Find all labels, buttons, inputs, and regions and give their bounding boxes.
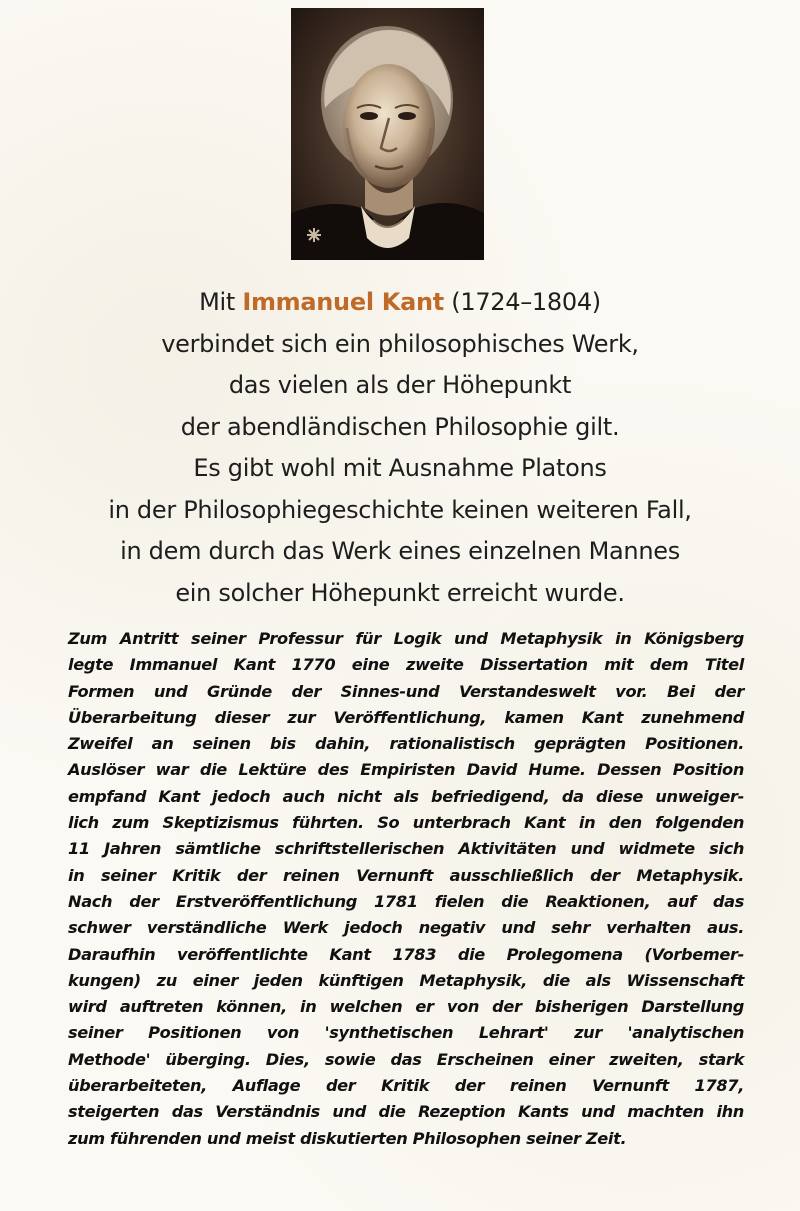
quote-line-1-prefix: Mit [199,288,243,316]
body-line: wird auftreten können, in welchen er von der bisherigen Darstellung [68,997,744,1017]
body-line: Nach der Erstveröffentlichung 1781 fielen die Reaktionen, auf das [68,891,744,911]
quote-line-1 [0,282,800,324]
quote-line: in dem durch das Werk eines einzelnen Mannes [120,537,680,565]
body-line: überarbeiteten, Auflage der Kritik der reinen Vernunft 1787, [68,1076,744,1096]
portrait-engraving-icon [291,8,484,260]
body-line: Zum Antritt seiner Professur für Logik und Metaphysik in Königsberg [68,629,744,648]
body-line: Überarbeitung dieser zur Veröffentlichung, kamen Kant zunehmend [68,707,744,727]
body-line: zum führenden und meist diskutierten Philosophen seiner Zeit. [68,1128,627,1148]
body-line: Formen und Gründe der Sinnes-und Verstandeswelt vor. Bei der [68,681,744,701]
body-line: schwer verständliche Werk jedoch negativ und sehr verhalten aus. [68,918,744,938]
body-line: in seiner Kritik der reinen Vernunft ausschließlich der Metaphysik. [68,865,744,885]
body-line: kungen) zu einer jeden künftigen Metaphysik, die als Wissenschaft [68,970,744,990]
quote-line: verbindet sich ein philosophisches Werk, [161,329,639,358]
body-line: legte Immanuel Kant 1770 eine zweite Dissertation mit dem Titel [68,655,744,675]
portrait-image [291,8,484,260]
person-name: Immanuel Kant [242,288,444,316]
body-line: empfand Kant jedoch auch nicht als befriedigend, da diese unweiger- [68,786,744,806]
life-dates: (1724–1804) [443,288,601,316]
quote-line: Es gibt wohl mit Ausnahme Platons [193,454,607,482]
body-line: 11 Jahren sämtliche schriftstellerischen Aktivitäten und widmete sich [68,839,744,859]
body-line: Zweifel an seinen bis dahin, rationalistisch geprägten Positionen. [68,734,744,754]
body-paragraph [68,626,744,1152]
body-line: steigerten das Verständnis und die Rezeption Kants und machten ihn [68,1102,744,1122]
body-line: Auslöser war die Lektüre des Empiristen David Hume. Dessen Position [68,760,744,780]
quote-line: in der Philosophiegeschichte keinen weiteren Fall, [108,495,692,524]
quote-line: ein solcher Höhepunkt erreicht wurde. [175,578,625,607]
body-line: Daraufhin veröffentlichte Kant 1783 die Prolegomena (Vorbemer- [68,944,744,964]
quote-block [0,282,800,614]
body-line: lich zum Skeptizismus führten. So unterbrach Kant in den folgenden [68,813,744,833]
body-line: Methode' überging. Dies, sowie das Erscheinen einer zweiten, stark [68,1049,744,1069]
quote-line: der abendländischen Philosophie gilt. [180,412,620,441]
body-line: seiner Positionen von 'synthetischen Lehrart' zur 'analytischen [68,1023,744,1043]
quote-line: das vielen als der Höhepunkt [228,371,572,399]
